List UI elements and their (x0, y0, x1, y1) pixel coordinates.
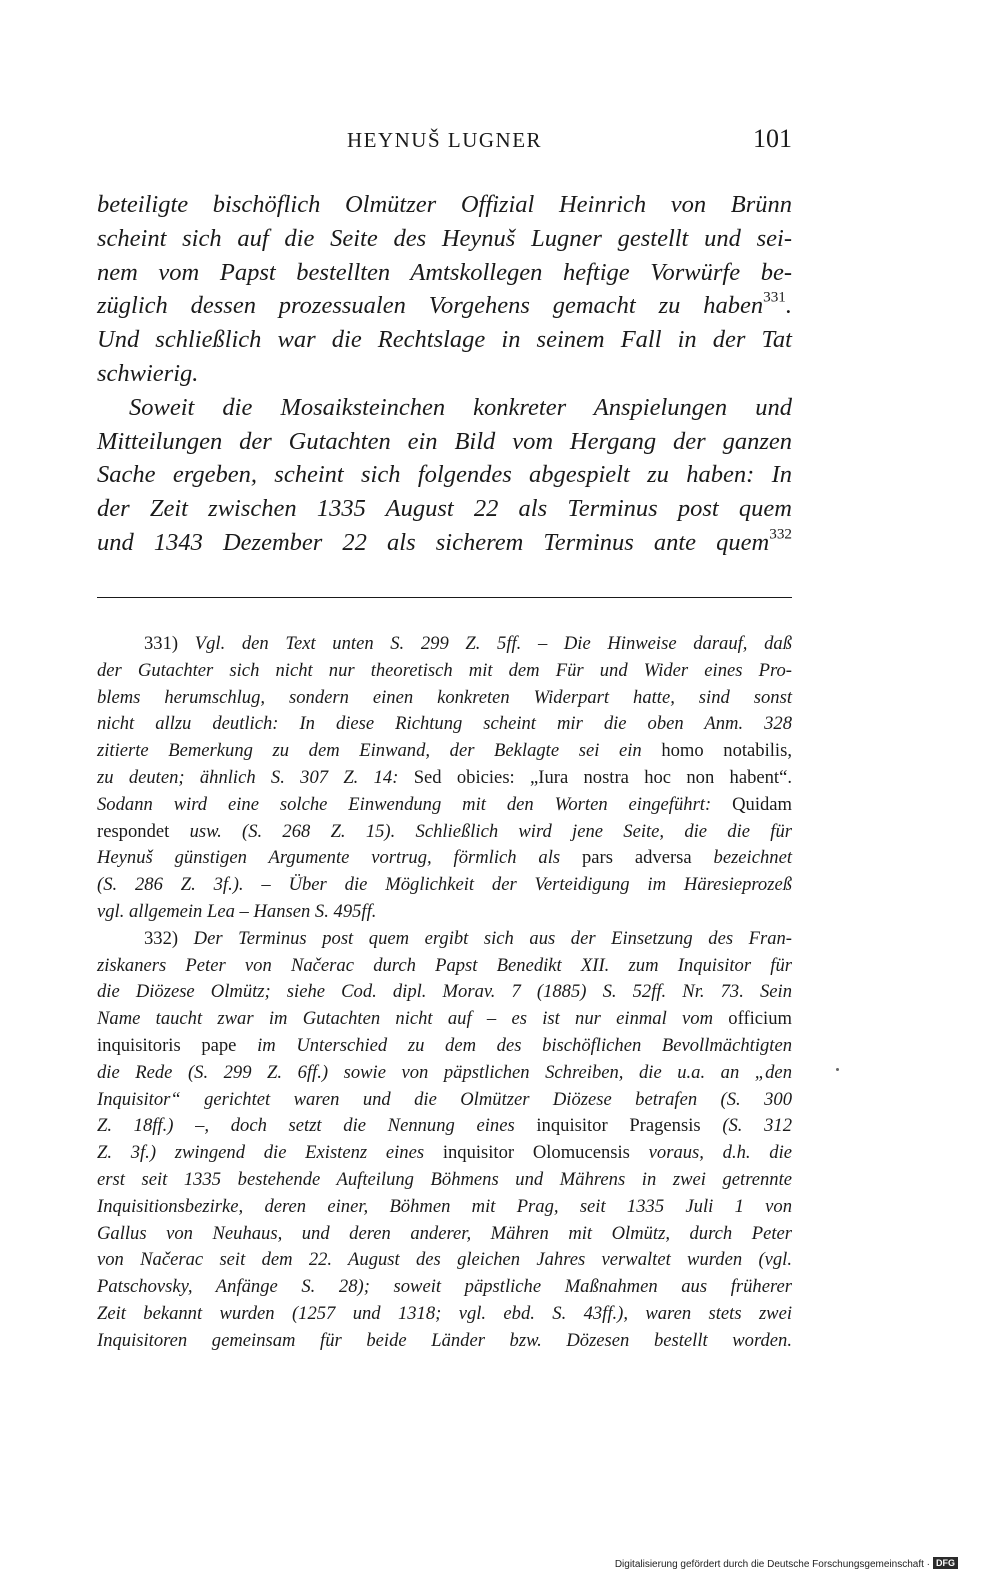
footnote-line: vgl. allgemein Lea – Hansen S. 495ff. (97, 900, 377, 922)
latin-term: inquisitoris pape (97, 1034, 237, 1056)
footnote-line: Inquisitor“ gerichtet waren und die Olmützer Diözese betrafen (S. 300 (97, 1088, 792, 1110)
text-line (97, 289, 792, 323)
footnote-line (97, 1006, 792, 1033)
text-segment: zitierte Bemerkung zu dem Einwand, der Beklagte sei ein (97, 740, 642, 762)
latin-term: pars adversa (582, 847, 692, 869)
footnote-331 (97, 631, 792, 926)
latin-term: officium (728, 1008, 792, 1030)
latin-term: inquisitor Olomucensis (442, 1142, 630, 1164)
footnote-line (97, 1140, 792, 1167)
text-line: Soweit die Mosaiksteinchen konkreter Anspielungen und (129, 393, 792, 421)
footnote-ref-331[interactable]: 331 (763, 289, 786, 306)
text-segment: züglich dessen prozessualen Vorgehens gemacht zu haben (97, 292, 764, 320)
footnote-line (97, 792, 792, 819)
digitization-credit (615, 1557, 958, 1572)
text-segment: Heynuš günstigen Argumente vortrug, förmlich als (97, 847, 561, 869)
text-line: beteiligte bischöflich Olmützer Offizial Heinrich von Brünn (97, 191, 792, 218)
footnote-line (97, 1033, 792, 1060)
footnote-line (97, 819, 792, 846)
text-line: nem vom Papst bestellten Amtskollegen heftige Vorwürfe be- (97, 258, 792, 286)
footnote-line: von Načerac seit dem 22. August des gleichen Jahres verwaltet wurden (vgl. (97, 1249, 792, 1271)
footnote-line (97, 926, 792, 953)
footnote-line: blems herumschlug, sondern einen konkreten Widerpart hatte, sind sonst (97, 686, 792, 708)
text-segment: im Unterschied zu dem des bischöflichen Bevollmächtigten (257, 1034, 792, 1056)
footnote-line: Inquisitoren gemeinsam für beide Länder bzw. Dözesen bestellt worden. (97, 1329, 792, 1351)
text-segment: Z. 18ff.) –, doch setzt die Nennung eines (97, 1115, 515, 1137)
scan-speck (836, 1068, 839, 1071)
footnote-line: Zeit bekannt wurden (1257 und 1318; vgl. ebd. S. 43ff.), waren stets zwei (97, 1302, 792, 1324)
footnote-line: die Rede (S. 299 Z. 6ff.) sowie von päpstlichen Schreiben, die u.a. an „den (97, 1061, 792, 1083)
running-title: HEYNUŠ LUGNER (346, 128, 543, 152)
text-line: Sache ergeben, scheint sich folgendes abgespielt zu haben: In (97, 461, 792, 489)
footnote-ref-332[interactable]: 332 (769, 525, 792, 543)
footnote-divider (97, 597, 792, 598)
footnote-line: ziskaners Peter von Načerac durch Papst Benedikt XII. zum Inquisitor für (97, 954, 792, 976)
dfg-logo: DFG (933, 1557, 958, 1569)
text-segment: zu deuten; ähnlich S. 307 Z. 14: (97, 766, 399, 788)
latin-term: inquisitor Pragensis (536, 1115, 701, 1137)
paragraph-2 (97, 391, 792, 560)
latin-term: homo notabilis, (661, 740, 792, 762)
footnote-line (97, 845, 792, 872)
text-line: Und schließlich war die Rechtslage in seinem Fall in der Tat (97, 326, 792, 354)
text-segment: (S. 312 (722, 1115, 793, 1137)
footnote-line: der Gutachter sich nicht nur theoretisch mit dem Für und Wider eines Pro- (97, 659, 792, 681)
text-line: der Zeit zwischen 1335 August 22 als Terminus post quem (97, 495, 792, 523)
text-segment: Sodann wird eine solche Einwendung mit den Worten eingeführt: (97, 793, 712, 815)
footnote-332 (97, 926, 792, 1355)
running-head (97, 124, 792, 158)
text-line: scheint sich auf die Seite des Heynuš Lugner gestellt und sei- (97, 224, 792, 252)
footnotes (97, 631, 792, 1355)
footnote-line: Patschovsky, Anfänge S. 28); soweit päpstliche Maßnahmen aus früherer (97, 1276, 792, 1298)
text-line (97, 526, 792, 560)
text-segment: und 1343 Dezember 22 als sicherem Terminus ante quem (97, 528, 770, 556)
footnote-line: erst seit 1335 bestehende Aufteilung Böhmens und Mährens in zwei getrennte (97, 1168, 792, 1190)
text-segment: Z. 3f.) zwingend die Existenz eines (97, 1142, 425, 1164)
footnote-number: 332) (144, 927, 179, 949)
text-line: Mitteilungen der Gutachten ein Bild vom Hergang der ganzen (97, 427, 792, 455)
footnote-number: 331) (144, 633, 179, 654)
text-segment: usw. (S. 268 Z. 15). Schließlich wird jene Seite, die die für (189, 820, 792, 842)
footnote-line: Inquisitionsbezirke, deren einer, Böhmen mit Prag, seit 1335 Juli 1 von (97, 1195, 792, 1217)
text-segment: bezeichnet (713, 847, 792, 869)
latin-term: respondet (97, 820, 170, 842)
text-segment: Der Terminus post quem ergibt sich aus der Einsetzung des Fran- (193, 927, 792, 949)
footnote-line (97, 738, 792, 765)
footnote-line: (S. 286 Z. 3f.). – Über die Möglichkeit der Verteidigung im Häresieprozeß (97, 874, 792, 896)
footnote-line: die Diözese Olmütz; siehe Cod. dipl. Morav. 7 (1885) S. 52ff. Nr. 73. Sein (97, 981, 792, 1003)
footnote-line (97, 631, 792, 658)
page-number: 101 (753, 124, 792, 153)
footnote-line: Gallus von Neuhaus, und deren anderer, Mähren mit Olmütz, durch Peter (97, 1222, 792, 1244)
text-segment: Name taucht zwar im Gutachten nicht auf – es ist nur einmal vom (97, 1008, 714, 1030)
text-segment: voraus, d.h. die (648, 1142, 792, 1164)
text-segment: . (785, 292, 792, 320)
text-segment: Vgl. den Text unten S. 299 Z. 5ff. – Die Hinweise darauf, daß (194, 633, 792, 654)
main-text (97, 188, 792, 560)
footnote-line (97, 1113, 792, 1140)
credit-text: Digitalisierung gefördert durch die Deutsche Forschungsgemeinschaft · (614, 1559, 930, 1570)
latin-quote: Sed obicies: „Iura nostra hoc non habent“. (413, 766, 792, 788)
paragraph-1 (97, 188, 792, 391)
footnote-line: nicht allzu deutlich: In diese Richtung scheint mir die oben Anm. 328 (97, 713, 792, 735)
latin-term: Quidam (732, 793, 792, 815)
text-line: schwierig. (97, 359, 199, 387)
footnote-line (97, 765, 792, 792)
